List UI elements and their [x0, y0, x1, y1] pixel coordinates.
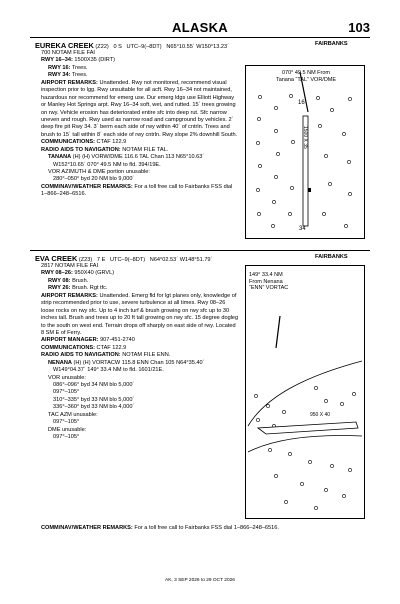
entry-separator: [30, 250, 370, 251]
eva-remarks-text: Unattended. Emerg fld for lgt planes only, knowledge of strip recommended prior to use, severe turbulence at all times. Rwy 08–26 loose rocks on rwy sfc. Up to 4 inch turf & brush growing on rwy sfc up to 30 inches tall. Brush and trees up to 20 ft tall growing on rwy sfc. 15 degree dogleg to the south on west end. Terrain drops off sharply on east side of rwy. Located 8 SM E of Ferry.: [41, 292, 239, 336]
tree-icon: [257, 117, 260, 120]
eureka-callout-l1: 070° 49.5 NM From: [281, 70, 331, 76]
tree-icon: [272, 200, 275, 203]
eva-callout-l1: 149° 33.4 NM: [249, 272, 283, 278]
eva-vor-l2: W149°04.37´ 149° 33.4 NM to fld. 1601/21E.: [53, 367, 164, 374]
tree-icon: [274, 175, 277, 178]
eureka-rwy-dims: 1500X35 (DIRT): [74, 57, 116, 64]
tree-icon: [347, 160, 350, 163]
eva-comm-label: COMMUNICATIONS:: [41, 344, 95, 351]
tree-icon: [282, 410, 285, 413]
windsock-icon: [308, 188, 311, 192]
eureka-rwy34-label: RWY 34:: [48, 72, 71, 79]
eureka-remarks-text: Unattended. Rwy not monitored, recommend visual inspection prior to lgg. Rwy unsuitable for all acft. Rwy 16–34 not maintained, hazardous nor recommend for emerg use. Dur emerg ldgs use Elliott Highway or Manley Hot Springs arpt. Rwy 16–34 soft, wet, and rutted. 15´ trees growing on rwy. Vehicle erosion has deteriorated entire sfc into deep rut. Sfc narrow uneven and rough. Rwy used as narrow road and campground by vehicles. 2´ deep fire pit Rwy 34. 3´ berm each side of rwy within 40´ of cntrln. Trees and brush to 15´ tall within 8´ each side of rwy cntrln. Rwy slope 2% downhill South.: [41, 79, 238, 138]
tree-icon: [318, 124, 321, 127]
eureka-cwr-text: For a toll free call to Fairbanks FSS dial 1–866–248–6516.: [41, 183, 233, 198]
tree-icon: [352, 392, 355, 395]
tree-icon: [314, 506, 317, 509]
tree-icon: [291, 140, 294, 143]
tree-icon: [268, 448, 271, 451]
eva-vor-label: NENANA: [48, 359, 72, 366]
eva-vor-l1: (H) (H) VORTACW 115.8 ENN Chan 105 N64°35.40´: [73, 359, 205, 366]
tree-icon: [271, 224, 274, 227]
eva-comm-text: CTAF 122.9: [96, 344, 127, 351]
eva-cwr: [35, 525, 370, 532]
eva-rwy08-label: RWY 08:: [48, 277, 71, 284]
tree-icon: [276, 152, 279, 155]
eureka-region: FAIRBANKS: [315, 41, 348, 47]
eureka-vor-l1: (H) (H) VORW/DME 116.6 TAL Chan 113 N65°10.63´: [72, 154, 205, 161]
tree-icon: [348, 468, 351, 471]
eva-runway-dims-label: 950 X 40: [310, 412, 331, 418]
eureka-body: [35, 50, 240, 199]
tree-icon: [288, 212, 291, 215]
eva-vor-l4: 086°–096° byd 34 NM blo 5,000´: [53, 382, 135, 388]
eva-vor-l6: 310°–335° byd 33 NM blo 5,000´: [53, 396, 135, 403]
tree-icon: [300, 482, 303, 485]
tree-icon: [256, 141, 259, 144]
road-line: [248, 436, 362, 452]
eva-rwy26-label: RWY 26:: [48, 285, 71, 292]
eva-rwy-head: RWY 08–26:: [41, 270, 73, 277]
eva-offset: 7 E: [96, 257, 106, 263]
tree-icon: [274, 474, 277, 477]
eureka-vor-l2: W152°10.65´ 070° 49.5 NM to fld. 394/19E.: [53, 161, 161, 168]
eureka-diagram-svg: [246, 66, 364, 238]
eva-cwr-label: COMM/NAV/WEATHER REMARKS:: [41, 525, 133, 531]
tree-icon: [330, 464, 333, 467]
eureka-coords: N65°10.55´ W150°13.23´: [166, 44, 229, 50]
eva-mgr-text: 907-451-2740: [100, 337, 135, 344]
eureka-radio-text: NOTAM FILE TAL.: [122, 146, 169, 153]
eureka-rwy16-label: RWY 16:: [48, 64, 71, 71]
eva-callout: [249, 272, 288, 292]
eva-region: FAIRBANKS: [315, 254, 348, 260]
eureka-remarks-label: AIRPORT REMARKS:: [41, 79, 98, 86]
tree-icon: [284, 500, 287, 503]
eva-line2: 2817 NOTAM FILE FAI: [41, 263, 99, 269]
eva-rwy-dims: 950X40 (GRVL): [74, 270, 115, 277]
eureka-cwr-label: COMM/NAV/WEATHER REMARKS:: [41, 183, 133, 190]
runway-end-34: 34: [299, 226, 306, 232]
tree-icon: [316, 96, 319, 99]
eureka-vor-l3: VOR AZIMUTH & DME portion unusable:: [48, 169, 150, 175]
eva-cwr-text: For a toll free call to Fairbanks FSS dial 1–866–248–6516.: [134, 525, 279, 531]
eureka-vor-label: TANANA: [48, 154, 72, 161]
tree-icon: [258, 164, 261, 167]
tree-icon: [256, 188, 259, 191]
road-line: [248, 361, 362, 426]
eureka-line2: 700 NOTAM FILE FAI: [41, 50, 95, 56]
eva-name: EVA CREEK: [35, 254, 78, 263]
eureka-offset: 0 S: [113, 44, 122, 50]
page-title: ALASKA: [172, 20, 228, 35]
eva-body: [35, 263, 240, 442]
eva-airport-diagram: [245, 265, 365, 519]
tree-icon: [348, 192, 351, 195]
eureka-comm-label: COMMUNICATIONS:: [41, 139, 95, 146]
tree-icon: [274, 106, 277, 109]
eva-ident: (Z23): [78, 257, 93, 263]
eva-radio-text: NOTAM FILE ENN.: [122, 352, 171, 359]
eureka-utc: UTC–9(–8DT): [126, 44, 162, 50]
tree-icon: [258, 95, 261, 98]
tree-icon: [254, 394, 257, 397]
tree-icon: [330, 108, 333, 111]
tree-icon: [288, 452, 291, 455]
eva-utc: UTC–9(–8DT): [109, 257, 146, 263]
eva-vor-l3: VOR unusable:: [48, 374, 86, 381]
tree-icon: [256, 418, 259, 421]
tree-icon: [324, 399, 327, 402]
tree-icon: [324, 154, 327, 157]
eureka-rwy16-text: Trees.: [71, 64, 88, 71]
eva-dme-l1: DME unusable:: [48, 426, 87, 433]
eureka-vor-l4: 280°–050° byd 20 NM blo 9,000´: [53, 176, 135, 183]
eva-rwy08-text: Brush.: [72, 277, 89, 284]
tree-icon: [257, 212, 260, 215]
eureka-radio-label: RADIO AIDS TO NAVIGATION:: [41, 146, 121, 153]
runway-dims-label: 1500 X 35: [302, 126, 308, 149]
tree-icon: [289, 94, 292, 97]
runway-08-26: [258, 422, 358, 434]
eureka-callout: [256, 70, 356, 83]
eva-mgr-label: AIRPORT MANAGER:: [41, 337, 99, 344]
page-footer: AK, 3 SEP 2026 to 29 OCT 2026: [165, 578, 235, 583]
tree-icon: [314, 386, 317, 389]
eureka-rwy-head: RWY 16–34:: [41, 57, 73, 64]
tree-icon: [348, 97, 351, 100]
tree-icon: [342, 494, 345, 497]
eva-callout-l2: From Nenana: [249, 278, 283, 285]
eureka-callout-l2: Tanana “TAL” VOR/DME: [275, 76, 337, 83]
north-arrow-icon: [276, 316, 280, 348]
page-number: 103: [348, 20, 370, 35]
tree-icon: [328, 182, 331, 185]
eva-coords: N64°02.53´ W148°51.79´: [149, 257, 213, 263]
tree-icon: [342, 132, 345, 135]
tree-icon: [266, 404, 269, 407]
eva-remarks-label: AIRPORT REMARKS:: [41, 292, 98, 299]
eva-tac-l1: TAC AZM unusable:: [48, 411, 98, 418]
eva-vor-l5: 097°–105°: [53, 389, 80, 396]
tree-icon: [290, 186, 293, 189]
tree-icon: [274, 129, 277, 132]
eva-dme-l2: 097°–105°: [53, 434, 80, 441]
eureka-ident: (Z22): [95, 44, 109, 50]
eva-radio-label: RADIO AIDS TO NAVIGATION:: [41, 352, 121, 359]
eva-diagram-svg: [246, 266, 364, 518]
tree-icon: [344, 224, 347, 227]
eureka-comm-text: CTAF 122.9: [96, 139, 127, 146]
eureka-rwy34-text: Trees.: [71, 72, 88, 79]
eva-tac-l2: 097°–105°: [53, 419, 80, 426]
header-rule: [30, 37, 370, 38]
eva-vor-l7: 336°–360° byd 33 NM blo 4,000´: [53, 404, 135, 411]
tree-icon: [324, 488, 327, 491]
eureka-airport-diagram: [245, 65, 365, 239]
eureka-name: EUREKA CREEK: [35, 41, 94, 50]
runway-end-16: 16: [298, 100, 305, 106]
eva-rwy26-text: Brush. Rgt tfc.: [72, 285, 108, 292]
tree-icon: [308, 460, 311, 463]
eva-callout-l3: “ENN” VORTAC: [249, 285, 289, 292]
tree-icon: [340, 402, 343, 405]
tree-icon: [322, 212, 325, 215]
